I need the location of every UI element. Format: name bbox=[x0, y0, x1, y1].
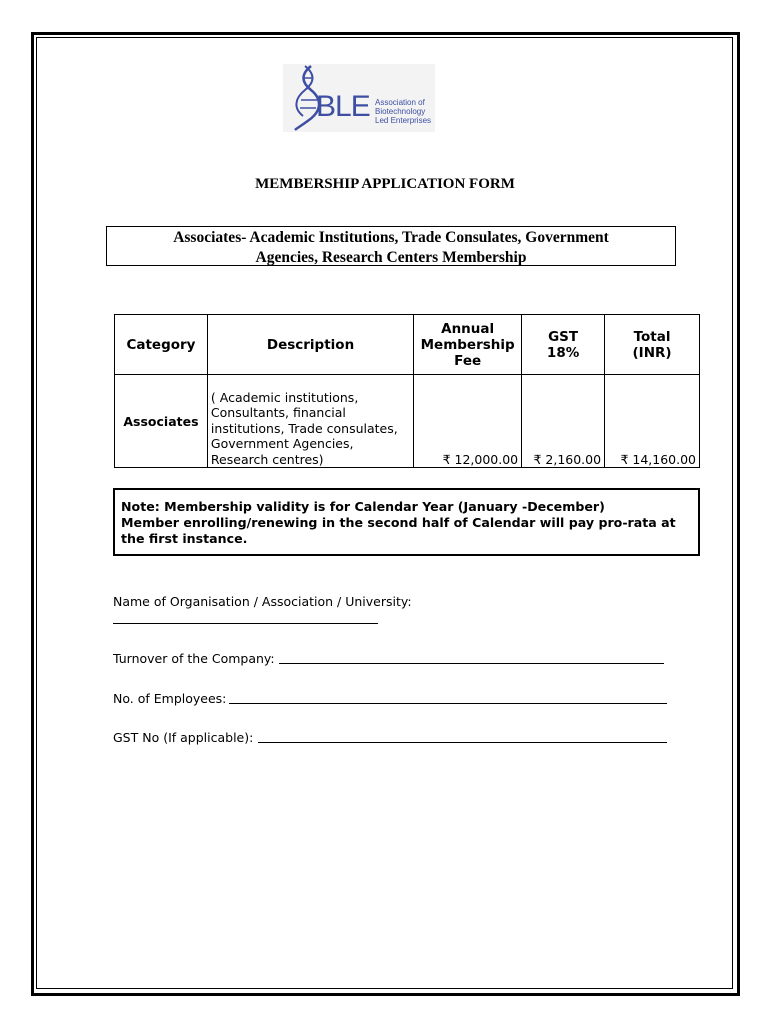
description-line: institutions, Trade consulates, bbox=[210, 420, 398, 436]
turnover-label: Turnover of the Company: bbox=[113, 651, 275, 666]
description-line: Consultants, financial bbox=[210, 405, 346, 420]
table-row bbox=[115, 375, 700, 468]
membership-type-box bbox=[106, 226, 676, 266]
header-total bbox=[605, 315, 700, 375]
logo-tagline bbox=[375, 98, 431, 125]
header-description: Description bbox=[207, 315, 413, 375]
description-line: ( Academic institutions, bbox=[210, 389, 359, 405]
header-text: Total bbox=[633, 328, 671, 345]
employees-input-line[interactable] bbox=[229, 703, 667, 704]
header-annual-fee bbox=[414, 315, 522, 375]
header-text: Membership bbox=[420, 336, 515, 353]
employees-label: No. of Employees: bbox=[113, 691, 227, 706]
row-description bbox=[207, 375, 413, 468]
note-line: Note: Membership validity is for Calendar Year (January -December) bbox=[121, 499, 605, 514]
fee-table bbox=[114, 314, 700, 468]
membership-note bbox=[113, 488, 700, 556]
turnover-input-line[interactable] bbox=[279, 663, 664, 664]
row-gst: ₹ 2,160.00 bbox=[522, 375, 605, 468]
organisation-input-line[interactable] bbox=[113, 623, 378, 624]
description-line: Government Agencies, bbox=[210, 436, 354, 451]
header-text: Fee bbox=[454, 352, 482, 369]
fee-table-header-row bbox=[115, 315, 700, 375]
logo-tagline-line: Biotechnology bbox=[375, 107, 426, 116]
header-category: Category bbox=[115, 315, 208, 375]
gst-number-label: GST No (If applicable): bbox=[113, 730, 254, 745]
logo-wordmark: BLE bbox=[316, 90, 370, 123]
membership-type-line: Associates- Academic Institutions, Trade Consulates, Government bbox=[173, 229, 609, 246]
able-logo bbox=[283, 64, 435, 132]
form-title: MEMBERSHIP APPLICATION FORM bbox=[255, 176, 515, 192]
row-total: ₹ 14,160.00 bbox=[605, 375, 700, 468]
gst-number-input-line[interactable] bbox=[258, 742, 667, 743]
row-annual-fee: ₹ 12,000.00 bbox=[414, 375, 522, 468]
header-text: Annual bbox=[441, 320, 495, 337]
header-text: 18% bbox=[546, 344, 580, 361]
row-category: Associates bbox=[115, 375, 208, 468]
organisation-label: Name of Organisation / Association / University: bbox=[113, 594, 412, 609]
header-text: GST bbox=[548, 328, 579, 345]
note-line: the first instance. bbox=[121, 531, 248, 546]
description-line: Research centres) bbox=[210, 451, 324, 467]
logo-tagline-line: Association of bbox=[375, 98, 425, 107]
logo-tagline-line: Led Enterprises bbox=[375, 116, 432, 125]
header-text: (INR) bbox=[632, 344, 672, 361]
header-gst bbox=[522, 315, 605, 375]
membership-type-line: Agencies, Research Centers Membership bbox=[255, 249, 527, 266]
note-line: Member enrolling/renewing in the second half of Calendar will pay pro-rata at bbox=[121, 515, 676, 530]
